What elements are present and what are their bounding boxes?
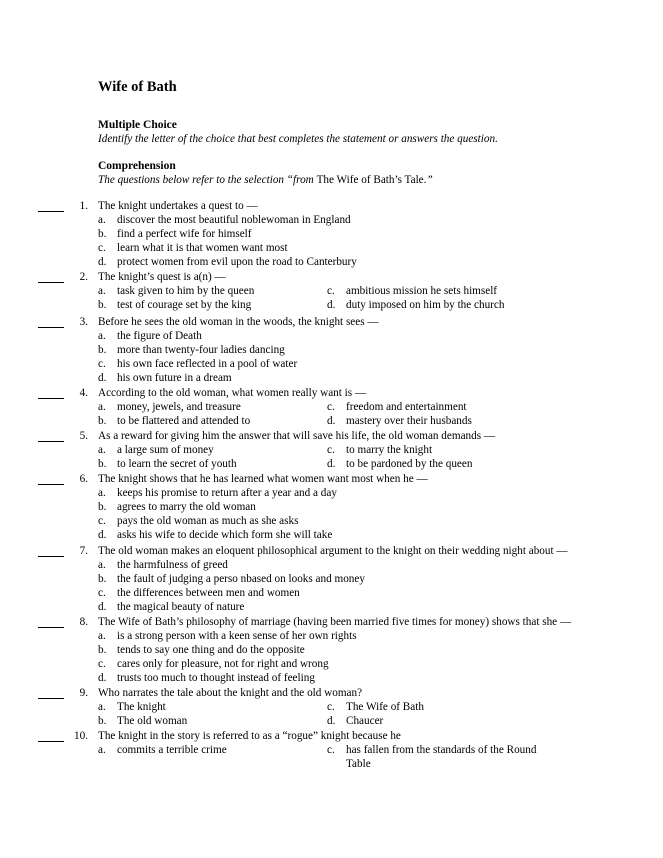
option-letter: c. bbox=[98, 515, 106, 527]
option-text: has fallen from the standards of the Round Table bbox=[346, 744, 537, 770]
option-text: learn what it is that women want most bbox=[117, 242, 288, 254]
option-text: the magical beauty of nature bbox=[117, 601, 245, 613]
option-a bbox=[98, 743, 227, 757]
option-d bbox=[98, 671, 315, 685]
option-letter: c. bbox=[327, 401, 335, 413]
option-text: to marry the knight bbox=[346, 444, 433, 456]
option-text: his own future in a dream bbox=[117, 372, 232, 384]
option-letter: c. bbox=[98, 358, 106, 370]
option-c bbox=[98, 357, 297, 371]
option-text: cares only for pleasure, not for right and wrong bbox=[117, 658, 329, 670]
option-text: protect women from evil upon the road to Canterbury bbox=[117, 256, 357, 268]
option-c bbox=[98, 657, 329, 671]
option-letter: a. bbox=[98, 330, 106, 342]
option-text: the differences between men and women bbox=[117, 587, 300, 599]
option-d bbox=[98, 600, 244, 614]
option-c bbox=[327, 284, 497, 298]
option-c bbox=[98, 241, 288, 255]
option-letter: d. bbox=[327, 415, 336, 427]
option-d bbox=[98, 371, 232, 385]
option-letter: b. bbox=[98, 715, 107, 727]
option-letter: c. bbox=[98, 587, 106, 599]
option-d bbox=[327, 298, 504, 312]
question-stem: Who narrates the tale about the knight and the old woman? bbox=[98, 687, 363, 699]
section-heading-comprehension: Comprehension bbox=[98, 160, 176, 172]
option-a bbox=[98, 486, 337, 500]
option-letter: a. bbox=[98, 744, 106, 756]
option-letter: d. bbox=[98, 529, 107, 541]
option-c bbox=[98, 514, 298, 528]
option-letter: b. bbox=[98, 344, 107, 356]
question-number: 3. bbox=[79, 316, 88, 328]
option-text: The Wife of Bath bbox=[346, 701, 424, 713]
option-letter: c. bbox=[327, 701, 335, 713]
option-letter: c. bbox=[327, 744, 335, 756]
option-c bbox=[327, 700, 424, 714]
option-text: to be pardoned by the queen bbox=[346, 458, 473, 470]
option-a bbox=[98, 558, 228, 572]
question-stem: The knight’s quest is a(n) — bbox=[98, 271, 226, 283]
option-letter: a. bbox=[98, 559, 106, 571]
option-b bbox=[98, 500, 256, 514]
option-letter: a. bbox=[98, 444, 106, 456]
question-stem: The old woman makes an eloquent philosophical argument to the knight on their wedding night about — bbox=[98, 545, 568, 557]
option-text: to be flattered and attended to bbox=[117, 415, 251, 427]
option-text: a large sum of money bbox=[117, 444, 214, 456]
option-a bbox=[98, 700, 166, 714]
option-a bbox=[98, 400, 241, 414]
option-text: keeps his promise to return after a year and a day bbox=[117, 487, 337, 499]
option-text: agrees to marry the old woman bbox=[117, 501, 256, 513]
option-letter: a. bbox=[98, 487, 106, 499]
option-text: The knight bbox=[117, 701, 166, 713]
option-d bbox=[327, 414, 472, 428]
option-letter: a. bbox=[98, 285, 106, 297]
page-title: Wife of Bath bbox=[98, 79, 177, 95]
option-text: commits a terrible crime bbox=[117, 744, 227, 756]
option-b bbox=[98, 343, 285, 357]
option-a bbox=[98, 629, 357, 643]
option-letter: b. bbox=[98, 573, 107, 585]
option-letter: c. bbox=[327, 444, 335, 456]
question-stem: The knight shows that he has learned what women want most when he — bbox=[98, 473, 428, 485]
option-text: to learn the secret of youth bbox=[117, 458, 237, 470]
option-letter: b. bbox=[98, 458, 107, 470]
option-letter: b. bbox=[98, 228, 107, 240]
option-letter: b. bbox=[98, 415, 107, 427]
question-number: 6. bbox=[79, 473, 88, 485]
option-text: more than twenty-four ladies dancing bbox=[117, 344, 285, 356]
option-a bbox=[98, 329, 202, 343]
question-stem: Before he sees the old woman in the woods, the knight sees — bbox=[98, 316, 379, 328]
question-number: 2. bbox=[79, 271, 88, 283]
question-stem: The Wife of Bath’s philosophy of marriage (having been married five times for money) shows that she — bbox=[98, 616, 572, 628]
question-stem: The knight undertakes a quest to — bbox=[98, 200, 258, 212]
option-letter: d. bbox=[98, 601, 107, 613]
option-d bbox=[98, 255, 357, 269]
option-text: The old woman bbox=[117, 715, 188, 727]
option-text: freedom and entertainment bbox=[346, 401, 467, 413]
question-stem: As a reward for giving him the answer that will save his life, the old woman demands — bbox=[98, 430, 496, 442]
question-stem: According to the old woman, what women really want is — bbox=[98, 387, 367, 399]
option-text: test of courage set by the king bbox=[117, 299, 252, 311]
option-c bbox=[327, 400, 467, 414]
option-letter: a. bbox=[98, 401, 106, 413]
option-b bbox=[98, 298, 251, 312]
option-letter: a. bbox=[98, 630, 106, 642]
section-instructions-comprehension bbox=[98, 173, 433, 187]
option-letter: a. bbox=[98, 214, 106, 226]
instructions-title: The Wife of Bath’s Tale. bbox=[316, 174, 427, 186]
option-letter: d. bbox=[98, 372, 107, 384]
instructions-suffix: ” bbox=[426, 174, 433, 186]
option-text: pays the old woman as much as she asks bbox=[117, 515, 299, 527]
option-text: money, jewels, and treasure bbox=[117, 401, 241, 413]
option-text: ambitious mission he sets himself bbox=[346, 285, 498, 297]
question-number: 10. bbox=[74, 730, 88, 742]
option-text: the fault of judging a perso nbased on looks and money bbox=[117, 573, 365, 585]
option-b bbox=[98, 714, 187, 728]
option-letter: c. bbox=[327, 285, 335, 297]
section-instructions-multiple-choice: Identify the letter of the choice that best completes the statement or answers the question. bbox=[98, 133, 498, 145]
instructions-prefix: The questions below refer to the selection “from bbox=[98, 174, 317, 186]
option-a bbox=[98, 213, 351, 227]
option-letter: b. bbox=[98, 501, 107, 513]
option-text: asks his wife to decide which form she will take bbox=[117, 529, 333, 541]
option-b bbox=[98, 572, 365, 586]
question-number: 1. bbox=[79, 200, 88, 212]
option-letter: d. bbox=[98, 256, 107, 268]
option-b bbox=[98, 457, 237, 471]
option-text: find a perfect wife for himself bbox=[117, 228, 252, 240]
option-text: duty imposed on him by the church bbox=[346, 299, 505, 311]
option-text: his own face reflected in a pool of water bbox=[117, 358, 298, 370]
option-b bbox=[98, 643, 305, 657]
option-text: trusts too much to thought instead of feeling bbox=[117, 672, 315, 684]
option-text: discover the most beautiful noblewoman in England bbox=[117, 214, 351, 226]
option-letter: b. bbox=[98, 644, 107, 656]
question-number: 4. bbox=[79, 387, 88, 399]
option-text: the harmfulness of greed bbox=[117, 559, 228, 571]
option-c bbox=[327, 743, 557, 771]
option-letter: d. bbox=[327, 458, 336, 470]
option-a bbox=[98, 443, 214, 457]
option-letter: d. bbox=[98, 672, 107, 684]
option-d bbox=[327, 457, 472, 471]
question-stem: The knight in the story is referred to as a “rogue” knight because he bbox=[98, 730, 401, 742]
option-text: the figure of Death bbox=[117, 330, 202, 342]
option-a bbox=[98, 284, 254, 298]
option-text: task given to him by the queen bbox=[117, 285, 255, 297]
option-letter: b. bbox=[98, 299, 107, 311]
option-c bbox=[327, 443, 432, 457]
question-number: 5. bbox=[79, 430, 88, 442]
option-b bbox=[98, 414, 250, 428]
option-letter: d. bbox=[327, 299, 336, 311]
question-number: 8. bbox=[79, 616, 88, 628]
option-letter: a. bbox=[98, 701, 106, 713]
option-text: Chaucer bbox=[346, 715, 384, 727]
question-number: 9. bbox=[79, 687, 88, 699]
question-number: 7. bbox=[79, 545, 88, 557]
option-d bbox=[98, 528, 332, 542]
option-text: mastery over their husbands bbox=[346, 415, 472, 427]
option-b bbox=[98, 227, 252, 241]
option-letter: d. bbox=[327, 715, 336, 727]
option-text: is a strong person with a keen sense of her own rights bbox=[117, 630, 357, 642]
section-heading-multiple-choice: Multiple Choice bbox=[98, 119, 177, 131]
option-c bbox=[98, 586, 300, 600]
option-text: tends to say one thing and do the opposite bbox=[117, 644, 305, 656]
option-letter: c. bbox=[98, 242, 106, 254]
option-d bbox=[327, 714, 383, 728]
option-letter: c. bbox=[98, 658, 106, 670]
